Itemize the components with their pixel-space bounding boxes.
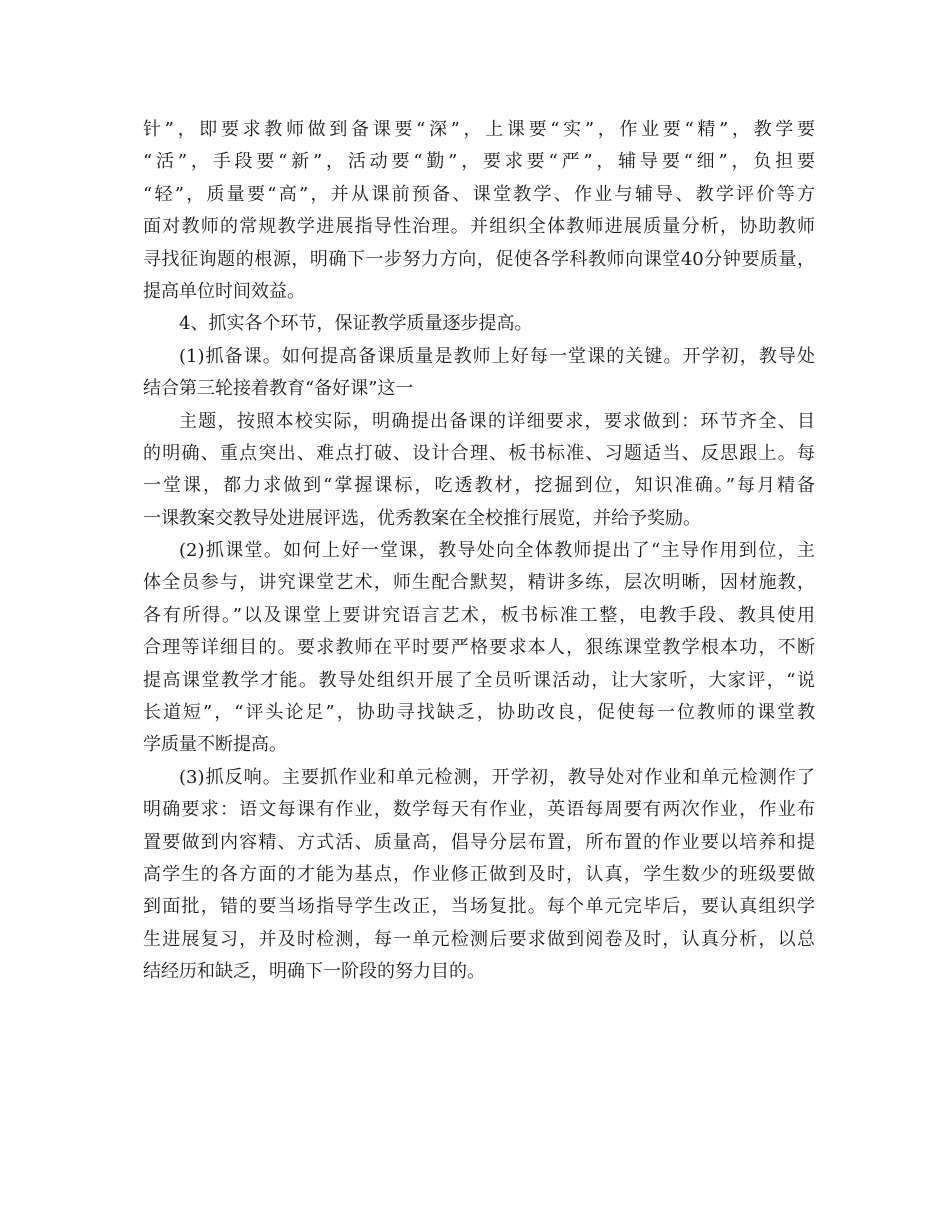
text-line: 主题，按照本校实际，明确提出备课的详细要求，要求做到：环节齐全、目 — [179, 410, 815, 432]
text-line: 合理等详细目的。要求教师在平时要严格要求本人，狠练课堂教学根本功，不断 — [143, 637, 815, 659]
text-line: 提高单位时间效益。 — [143, 280, 305, 302]
text-line: 到面批，错的要当场指导学生改正，当场复批。每个单元完毕后，要认真组织学 — [143, 896, 815, 918]
text-line: “轻”，质量要“高”，并从课前预备、课堂教学、作业与辅导、教学评价等方 — [143, 183, 815, 205]
text-line: 结经历和缺乏，明确下一阶段的努力目的。 — [143, 961, 485, 983]
text-line: 生进展复习，并及时检测，每一单元检测后要求做到阅卷及时，认真分析，以总 — [143, 928, 815, 950]
text-line: 针”，即要求教师做到备课要“深”，上课要“实”，作业要“精”，教学要 — [143, 119, 815, 140]
text-line: (1)抓备课。如何提高备课质量是教师上好每一堂课的关键。开学初，教导处 — [179, 345, 815, 367]
text-line: 长道短”，“评头论足”，协助寻找缺乏，协助改良，促使每一位教师的课堂教 — [143, 702, 815, 724]
text-line: 各有所得。”以及课堂上要讲究语言艺术，板书标准工整，电教手段、教具使用 — [143, 604, 815, 626]
text-line: 寻找征询题的根源，明确下一步努力方向，促使各学科教师向课堂40分钟要质量， — [143, 248, 815, 270]
text-line: 结合第三轮接着教育“备好课”这一 — [143, 378, 414, 400]
text-line: 提高课堂教学才能。教导处组织开展了全员听课活动，让大家听，大家评，“说 — [143, 669, 815, 691]
text-line: 一堂课，都力求做到“掌握课标，吃透教材，挖掘到位，知识准确。”每月精备 — [143, 475, 815, 497]
text-line: (2)抓课堂。如何上好一堂课，教导处向全体教师提出了“主导作用到位，主 — [179, 540, 815, 562]
section-heading: 4、抓实各个环节，保证教学质量逐步提高。 — [179, 313, 533, 335]
text-line: 的明确、重点突出、难点打破、设计合理、板书标准、习题适当、反思跟上。每 — [143, 442, 815, 464]
text-line: (3)抓反响。主要抓作业和单元检测，开学初，教导处对作业和单元检测作了 — [179, 766, 815, 788]
text-line: 学质量不断提高。 — [143, 734, 287, 756]
text-line: 高学生的各方面的才能为基点，作业修正做到及时，认真，学生数少的班级要做 — [143, 863, 815, 885]
text-line: 体全员参与，讲究课堂艺术，师生配合默契，精讲多练，层次明晰，因材施教， — [143, 572, 815, 594]
body-text — [143, 114, 815, 989]
text-line: 置要做到内容精、方式活、质量高，倡导分层布置，所布置的作业要以培养和提 — [143, 831, 815, 853]
text-line: “活”，手段要“新”，活动要“勤”，要求要“严”，辅导要“细”，负担要 — [143, 151, 815, 173]
text-line: 一课教案交教导处进展评选，优秀教案在全校推行展览，并给予奖励。 — [143, 507, 701, 529]
text-line: 面对教师的常规教学进展指导性治理。并组织全体教师进展质量分析，协助教师 — [143, 216, 815, 238]
text-line: 明确要求：语文每课有作业，数学每天有作业，英语每周要有两次作业，作业布 — [143, 799, 815, 821]
